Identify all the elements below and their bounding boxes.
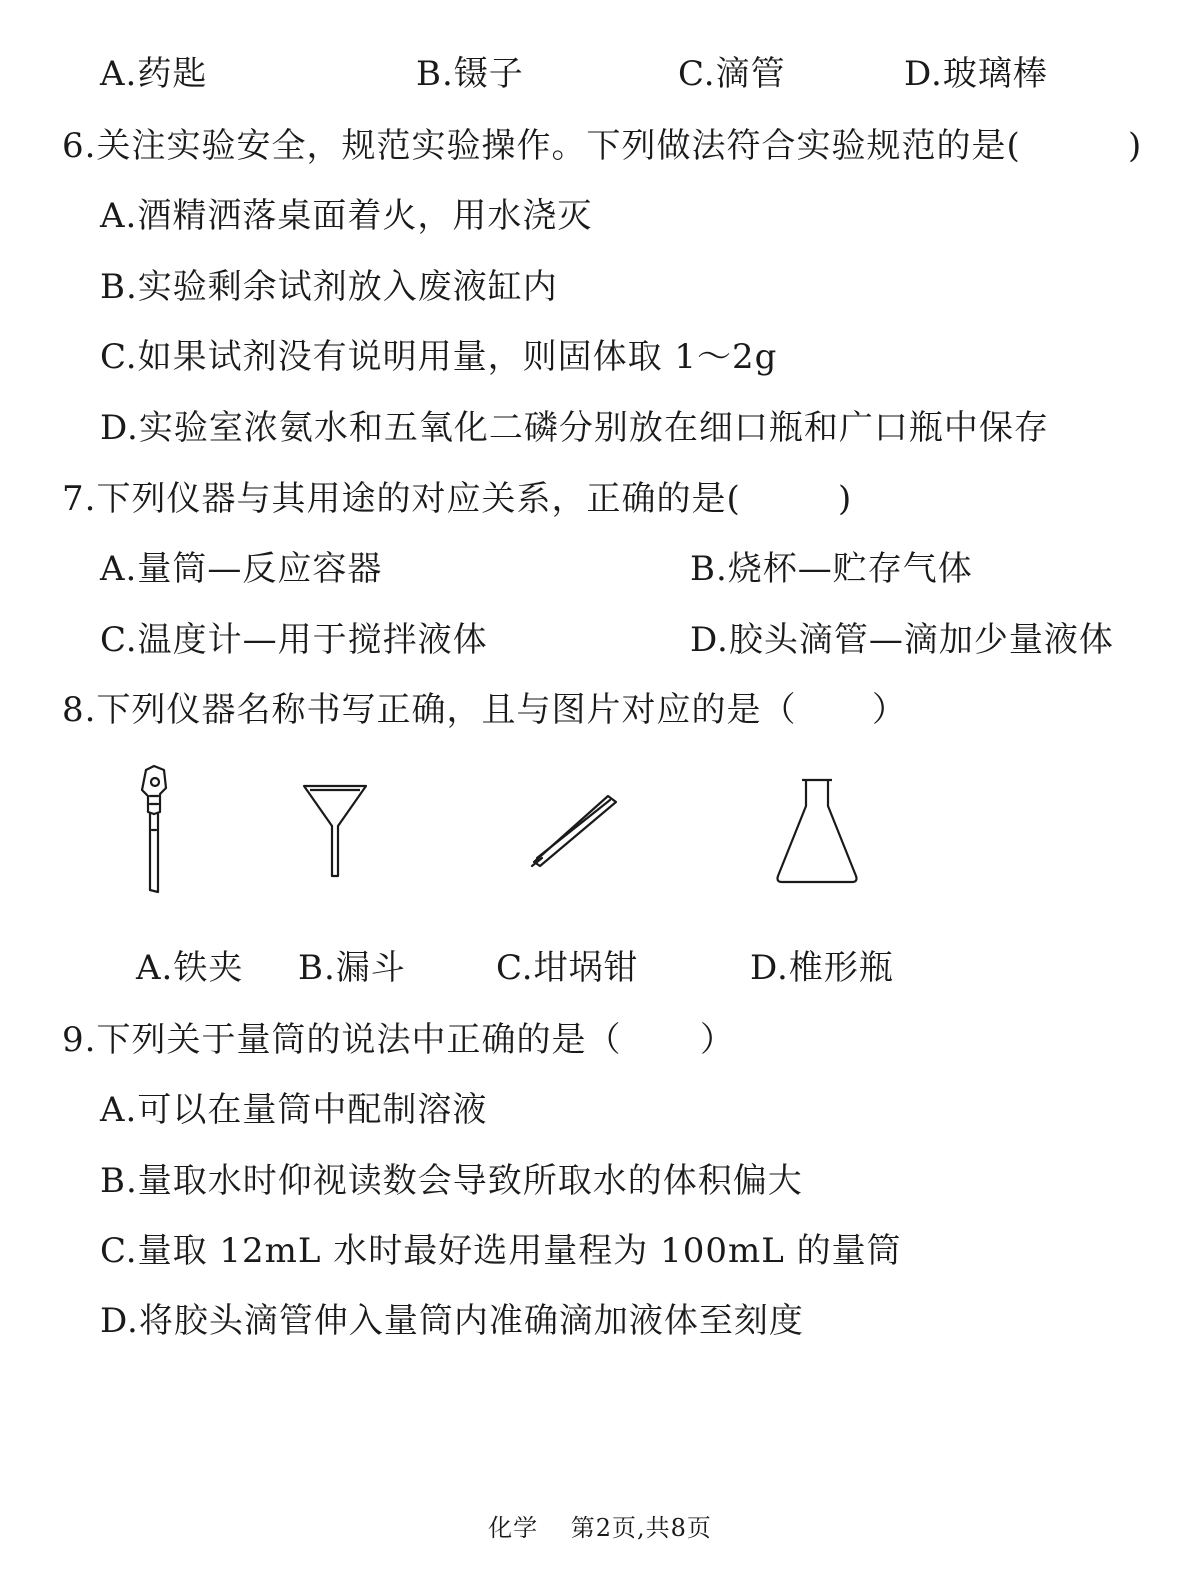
q8-stem: 8.下列仪器名称书写正确，且与图片对应的是（	[62, 690, 797, 730]
q5-option-b: B.镊子	[416, 54, 524, 94]
q5-option-c: C.滴管	[678, 54, 786, 94]
conical-flask-icon	[772, 776, 862, 886]
q8-option-d: D.椎形瓶	[750, 948, 894, 988]
q8-option-a: A.铁夹	[136, 948, 244, 988]
q7-stem: 7.下列仪器与其用途的对应关系，正确的是(	[62, 479, 741, 519]
q6-stem: 6.关注实验安全，规范实验操作。下列做法符合实验规范的是(	[62, 126, 1021, 166]
q6-option-c: C.如果试剂没有说明用量，则固体取 1～2g	[100, 337, 778, 377]
tongs-icon	[528, 790, 623, 870]
footer-subject: 化学	[488, 1514, 539, 1542]
q8-paren-close: ）	[872, 690, 907, 730]
q7-option-a: A.量筒—反应容器	[100, 549, 383, 589]
q9-stem: 9.下列关于量筒的说法中正确的是（	[62, 1020, 622, 1060]
q8-option-b: B.漏斗	[298, 948, 406, 988]
q6-option-a: A.酒精洒落桌面着火，用水浇灭	[100, 196, 593, 236]
funnel-icon	[300, 780, 370, 880]
q5-option-d: D.玻璃棒	[904, 54, 1048, 94]
q7-paren-close: )	[838, 479, 853, 519]
q9-option-a: A.可以在量筒中配制溶液	[100, 1090, 488, 1130]
iron-clamp-icon	[130, 760, 180, 900]
q7-option-d: D.胶头滴管—滴加少量液体	[690, 620, 1114, 660]
q9-option-b: B.量取水时仰视读数会导致所取水的体积偏大	[100, 1161, 803, 1201]
q7-option-c: C.温度计—用于搅拌液体	[100, 620, 488, 660]
footer-page-number: 第2页,共8页	[570, 1514, 712, 1542]
q9-paren-close: ）	[700, 1020, 735, 1060]
q8-option-c: C.坩埚钳	[496, 948, 639, 988]
q6-option-b: B.实验剩余试剂放入废液缸内	[100, 267, 558, 307]
page-footer	[0, 1508, 1200, 1543]
q6-option-d: D.实验室浓氨水和五氧化二磷分别放在细口瓶和广口瓶中保存	[100, 408, 1049, 448]
q9-option-c: C.量取 12mL 水时最好选用量程为 100mL 的量筒	[100, 1231, 902, 1271]
q9-option-d: D.将胶头滴管伸入量筒内准确滴加液体至刻度	[100, 1301, 804, 1341]
q7-option-b: B.烧杯—贮存气体	[690, 549, 973, 589]
q6-paren-close: )	[1128, 126, 1143, 166]
q5-option-a: A.药匙	[100, 54, 208, 94]
